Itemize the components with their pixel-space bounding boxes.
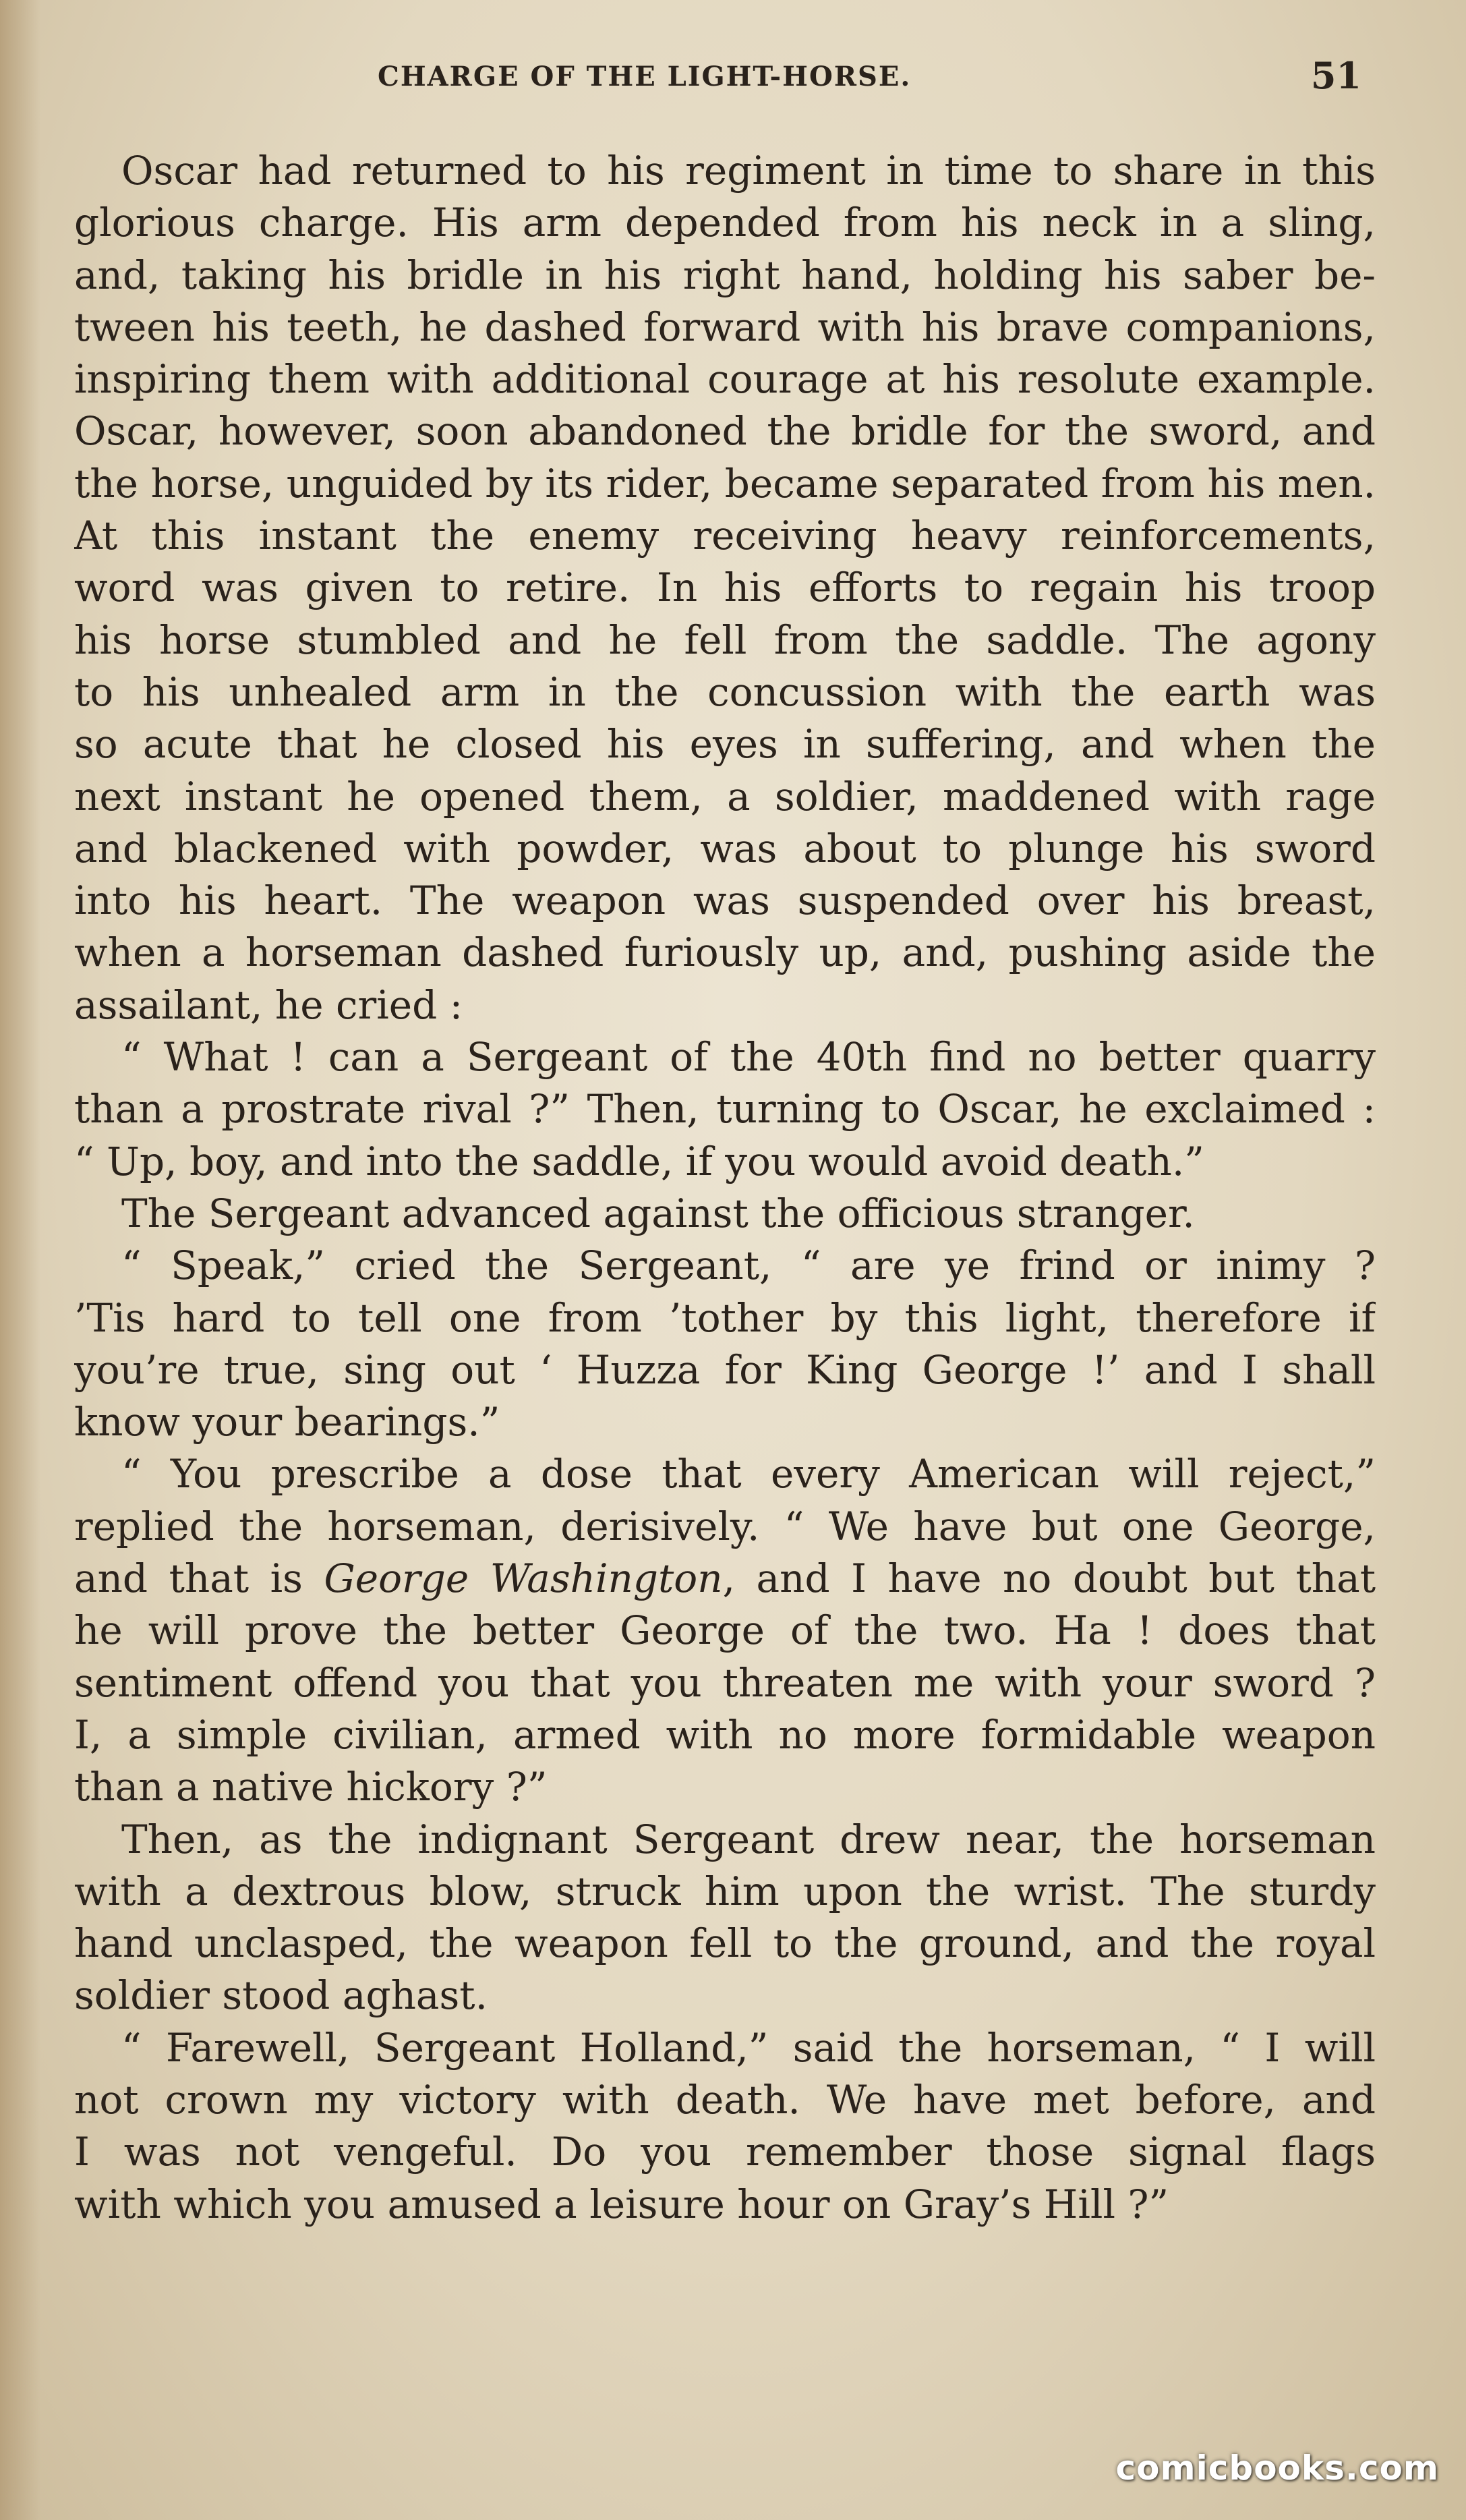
page-number: 51 [1310,54,1361,97]
text-line: I was not vengeful. Do you remember those signal flags [74,2129,1376,2175]
text-line: when a horseman dashed furiously up, and, pushing aside the [74,929,1376,976]
text-line: know your bearings.” [74,1399,500,1445]
text-line: glorious charge. His arm depended from his neck in a sling, [74,200,1376,246]
text-line: word was given to retire. In his efforts to regain his troop [74,565,1376,611]
text-line: sentiment offend you that you threaten me with your sword ? [74,1659,1376,1706]
text-line: Oscar had returned to his regiment in time to share in this [121,148,1376,194]
text-line: into his heart. The weapon was suspended over his breast, [74,878,1376,924]
text-line: tween his teeth, he dashed forward with his brave companions, [74,304,1376,350]
text-line: inspiring them with additional courage at his resolute example. [74,356,1376,403]
text-line: Then, as the indignant Sergeant drew near, the horseman [121,1816,1376,1862]
text-span: , and I have no doubt but that [722,1555,1376,1602]
text-line: ’Tis hard to tell one from ’tother by this light, therefore if [74,1294,1376,1341]
text-line: so acute that he closed his eyes in suffering, and when the [74,721,1376,768]
text-line: his horse stumbled and he fell from the saddle. The agony [74,617,1376,663]
text-span: and that is [74,1555,324,1602]
text-line: than a prostrate rival ?” Then, turning to Oscar, he exclaimed : [74,1086,1376,1133]
text-line: soldier stood aghast. [74,1972,488,2019]
text-line: than a native hickory ?” [74,1764,548,1810]
text-line: the horse, unguided by its rider, became separated from his men. [74,460,1376,507]
text-line: and, taking his bridle in his right hand, holding his saber be- [74,252,1376,298]
text-line: replied the horseman, derisively. “ We have but one George, [74,1503,1376,1549]
text-line: and blackened with powder, was about to plunge his sword [74,825,1376,871]
page-header [0,47,1466,108]
text-line: “ Speak,” cried the Sergeant, “ are ye frind or inimy ? [121,1242,1376,1289]
watermark-logo: comicbooks.com [1115,2449,1439,2488]
text-line: not crown my victory with death. We have met before, and [74,2076,1376,2123]
text-line: with a dextrous blow, struck him upon the wrist. The sturdy [74,1868,1376,1914]
text-line: I, a simple civilian, armed with no more formidable weapon [74,1711,1376,1758]
text-line: “ Up, boy, and into the saddle, if you would avoid death.” [74,1138,1204,1184]
text-line-with-italic [74,1553,1376,1605]
text-line: “ You prescribe a dose that every American will reject,” [121,1451,1376,1497]
text-line: “ What ! can a Sergeant of the 40th find no better quarry [121,1034,1376,1081]
text-line: assailant, he cried : [74,981,463,1028]
running-title: CHARGE OF THE LIGHT-HORSE. [378,61,912,92]
text-line: next instant he opened them, a soldier, maddened with rage [74,773,1376,820]
text-line: Oscar, however, soon abandoned the bridle for the sword, and [74,408,1376,455]
body-text [74,145,1376,2231]
text-line: “ Farewell, Sergeant Holland,” said the horseman, “ I will [121,2024,1376,2071]
text-line: with which you amused a leisure hour on Gray’s Hill ?” [74,2181,1169,2227]
text-line: to his unhealed arm in the concussion with the earth was [74,668,1376,715]
text-line: At this instant the enemy receiving heavy reinforcements, [74,513,1376,559]
text-line: The Sergeant advanced against the officious stranger. [121,1190,1195,1236]
italic-name: George Washington [324,1555,723,1602]
text-line: hand unclasped, the weapon fell to the ground, and the royal [74,1920,1376,1967]
text-line: he will prove the better George of the two. Ha ! does that [74,1607,1376,1654]
text-line: you’re true, sing out ‘ Huzza for King George !’ and I shall [74,1346,1376,1393]
